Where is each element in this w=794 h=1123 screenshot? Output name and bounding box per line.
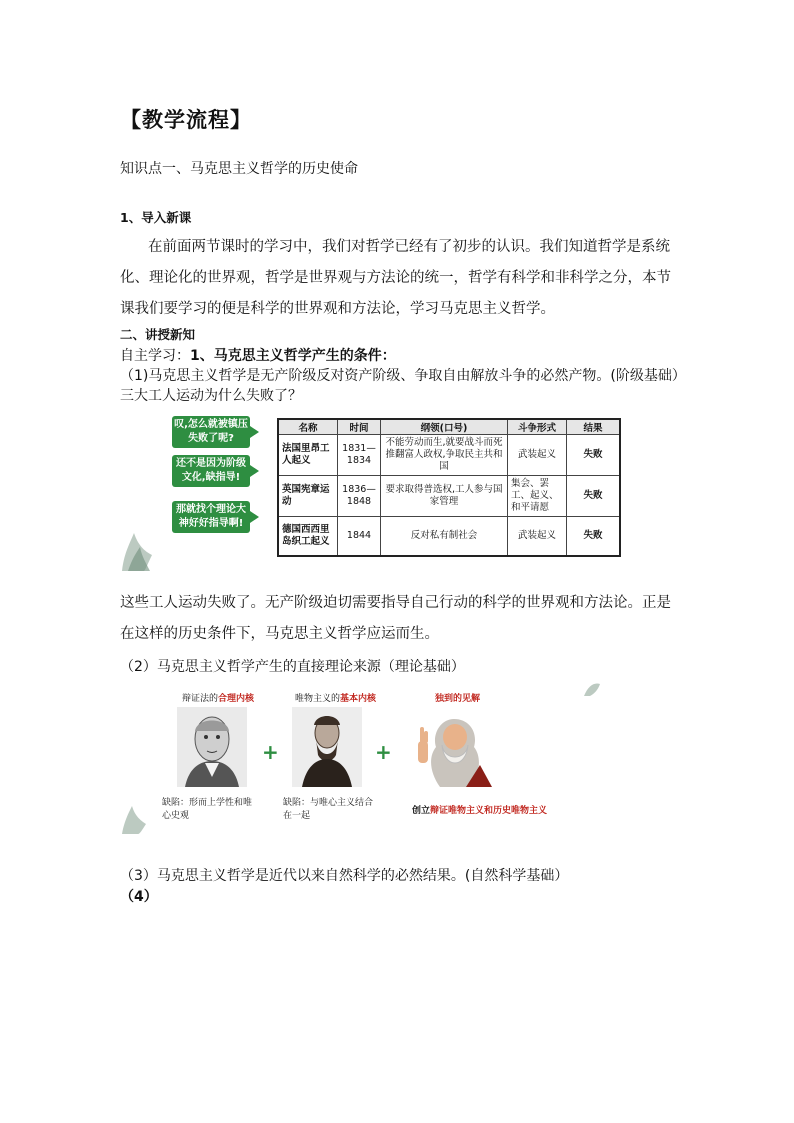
table-row <box>278 435 620 476</box>
cell-program: 反对私有制社会 <box>381 517 508 557</box>
self-study-heading: 1、马克思主义哲学产生的条件： <box>190 348 396 364</box>
cell-result: 失败 <box>567 435 621 476</box>
plus-sign-2: + <box>375 740 392 764</box>
header-name: 名称 <box>278 419 338 435</box>
cell-result: 失败 <box>567 476 621 517</box>
hegel-caption <box>182 691 254 704</box>
ink-wash-decoration <box>120 513 160 573</box>
feuerbach-caption <box>295 691 376 704</box>
header-program: 纲领(口号) <box>381 419 508 435</box>
table-row <box>278 476 620 517</box>
header-time: 时间 <box>338 419 381 435</box>
point-1: （1)马克思主义哲学是无产阶级反对资产阶级、争取自由解放斗争的必然产物。(阶级基础） <box>120 368 686 384</box>
section-teaching-title: 二、讲授新知 <box>120 327 196 342</box>
cell-result: 失败 <box>567 517 621 557</box>
cell-name: 英国宪章运动 <box>278 476 338 517</box>
cell-time: 1831—1834 <box>338 435 381 476</box>
feuerbach-caption-a: 唯物主义的 <box>295 694 341 704</box>
marx-caption <box>435 691 480 704</box>
point-4: （4） <box>120 889 158 905</box>
failure-paragraph: 这些工人运动失败了。无产阶级迫切需要指导自己行动的科学的世界观和方法论。正是在这样的历史条件下，马克思主义哲学应运而生。 <box>120 595 671 642</box>
feuerbach-caption-b: 基本内核 <box>340 694 377 704</box>
marx-result-prefix: 创立 <box>412 806 431 816</box>
section-import-title: 1、导入新课 <box>120 210 192 225</box>
ink-wash-decoration-3 <box>582 680 602 698</box>
ink-wash-decoration-2 <box>120 790 150 835</box>
hegel-portrait <box>177 707 247 787</box>
feuerbach-defect: 缺陷：与唯心主义结合在一起 <box>283 798 374 821</box>
header-result: 结果 <box>567 419 621 435</box>
point-3: （3）马克思主义哲学是近代以来自然科学的必然结果。(自然科学基础） <box>120 868 569 884</box>
cell-program: 不能劳动而生,就要战斗而死推翻富人政权,争取民主共和国 <box>381 435 508 476</box>
point-2: （2）马克思主义哲学产生的直接理论来源（理论基础） <box>120 659 465 675</box>
cell-form: 武装起义 <box>508 435 567 476</box>
table-header-row <box>278 419 620 435</box>
plus-sign-1: + <box>262 740 279 764</box>
cell-time: 1844 <box>338 517 381 557</box>
cell-name: 德国西西里岛织工起义 <box>278 517 338 557</box>
cell-time: 1836—1848 <box>338 476 381 517</box>
hegel-caption-b: 合理内核 <box>218 694 255 704</box>
table-row <box>278 517 620 557</box>
speech-bubble-2: 还不是因为阶级文化,缺指导! <box>172 455 250 487</box>
marx-result <box>412 803 547 816</box>
cell-program: 要求取得普选权,工人参与国家管理 <box>381 476 508 517</box>
marx-caption-text: 独到的见解 <box>435 694 481 704</box>
self-study-line <box>120 345 396 365</box>
hegel-defect: 缺陷：形而上学性和唯心史观 <box>162 798 253 821</box>
marx-portrait <box>410 707 492 787</box>
self-study-prefix: 自主学习： <box>120 348 190 364</box>
question-line: 三大工人运动为什么失败了？ <box>120 388 302 404</box>
cell-form: 武装起义 <box>508 517 567 557</box>
feuerbach-portrait <box>292 707 362 787</box>
knowledge-point-title: 知识点一、马克思主义哲学的历史使命 <box>120 161 358 177</box>
workers-movement-figure <box>120 408 625 570</box>
speech-bubble-3: 那就找个理论大神好好指导啊! <box>172 501 250 533</box>
cell-name: 法国里昂工人起义 <box>278 435 338 476</box>
cell-form: 集会、罢工、起义、和平请愿 <box>508 476 567 517</box>
intro-paragraph <box>120 232 680 325</box>
intro-text: 在前面两节课时的学习中，我们对哲学已经有了初步的认识。我们知道哲学是系统化、理论化的世界观，哲学是世界观与方法论的统一，哲学有科学和非科学之分，本节课我们要学习的便是科学的世界观和方法论，学习马克思主义哲学。 <box>120 239 671 317</box>
workers-movement-table <box>277 418 621 557</box>
marx-result-text: 辩证唯物主义和历史唯物主义 <box>430 806 548 816</box>
hegel-caption-a: 辩证法的 <box>182 694 219 704</box>
page-heading: 【教学流程】 <box>120 108 252 132</box>
header-form: 斗争形式 <box>508 419 567 435</box>
theory-source-figure <box>120 685 600 835</box>
speech-bubble-1: 叹,怎么就被镇压失败了呢? <box>172 416 250 448</box>
